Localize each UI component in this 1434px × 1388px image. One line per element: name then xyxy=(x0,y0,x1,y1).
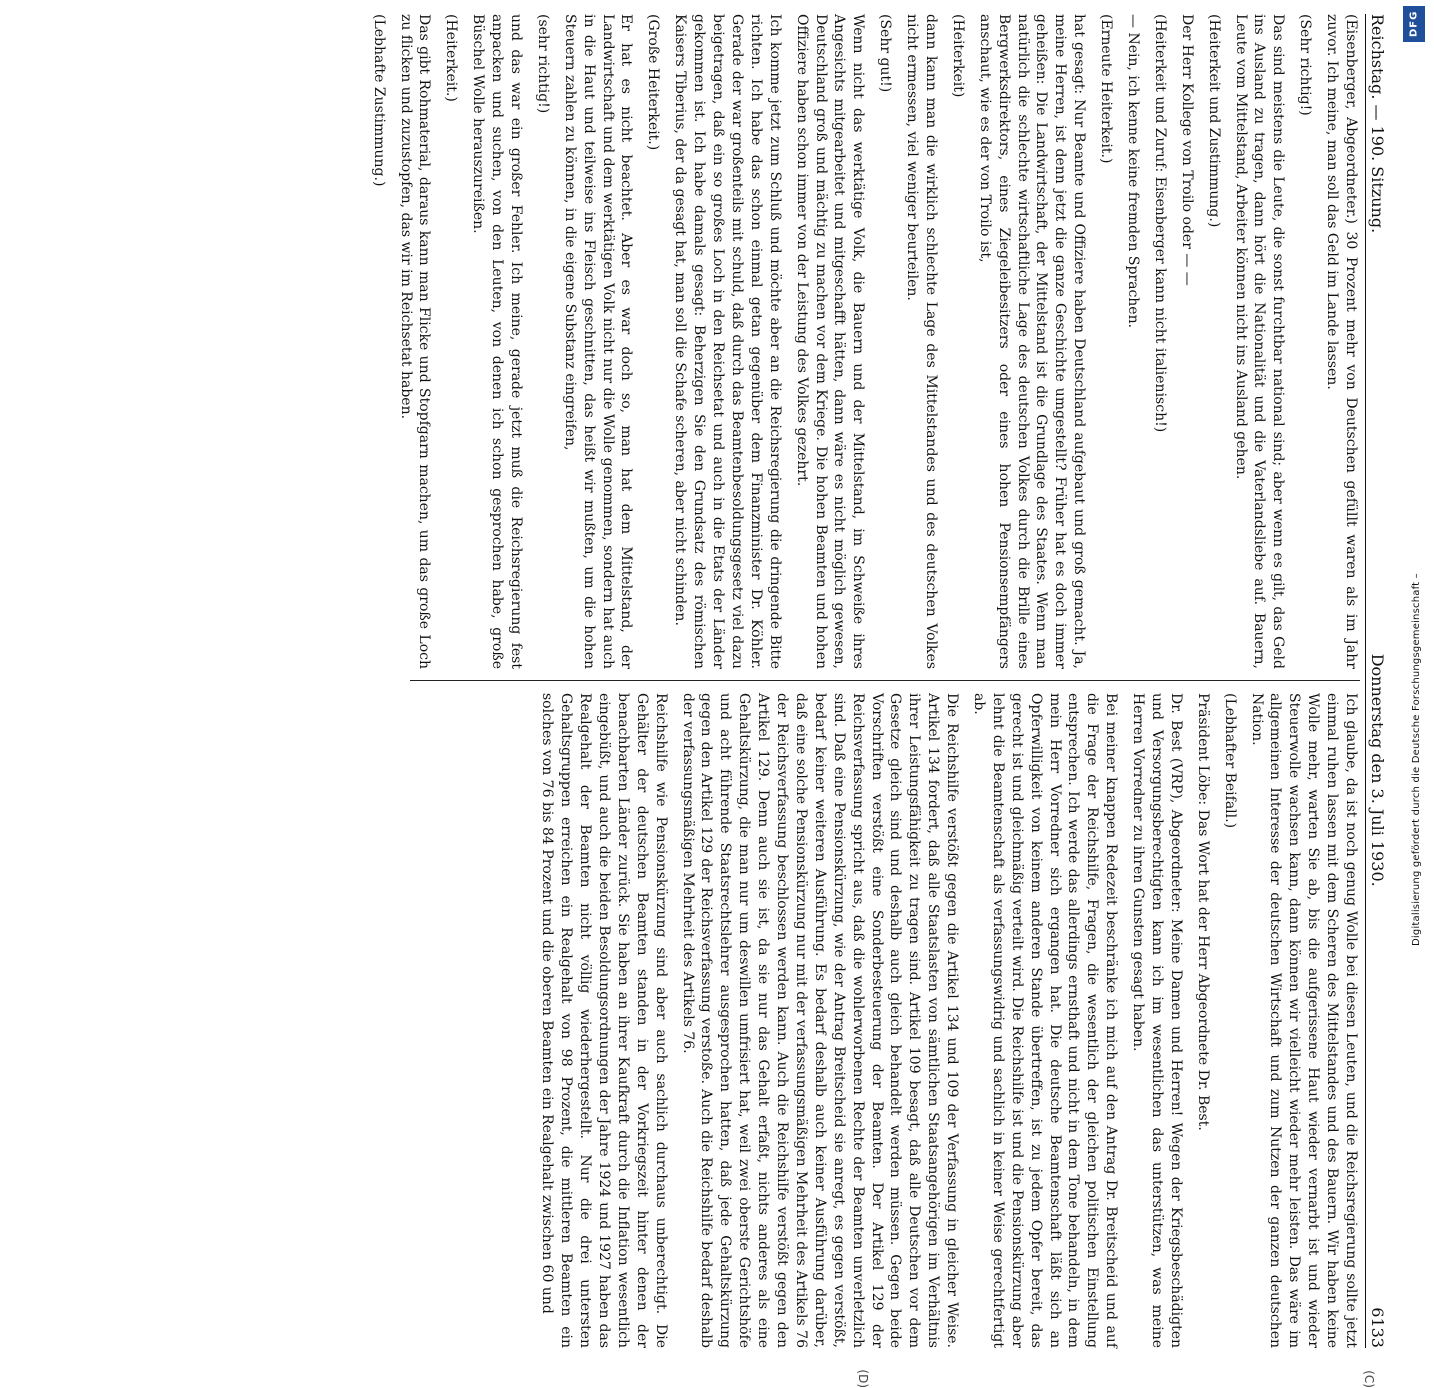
page-header xyxy=(1365,14,1390,1348)
margin-mark-c: (C) xyxy=(1362,1370,1376,1388)
right-paragraph: Reichshilfe wie Pensionskürzung sind aber auch sachlich durchaus unberechtigt. Die Gehälter der deutschen Beamten standen in der Vorkriegszeit hinter denen der benachbarten Länder zurück. Sie haben an ihrer Kaufkraft durch die Inflation wesentlich eingebüßt, und auch die beiden Besoldungsordnungen der Jahre 1924 und 1927 haben das Realgehalt der Beamten nicht völlig wiederhergestellt. Nur die drei untersten Gehaltsgruppen erreichen ein Realgehalt von 98 Prozent, die mittleren Beamten ein solches von 76 bis 84 Prozent und die oberen Beamten ein Realgehalt zwischen 60 und xyxy=(539,693,669,1348)
two-column-body xyxy=(370,14,1360,1348)
right-paragraph: Die Reichshilfe verstößt gegen die Artikel 134 und 109 der Verfassung in gleicher Weise. Artikel 134 fordert, daß alle Staatslasten von sämtlichen Staatsangehörigen im Verhältnis ihrer Leistungsfähigkeit zu tragen sind. Artikel 109 besagt, daß alle Deutschen vor dem Gesetze gleich sind und deshalb auch gleich behandelt werden müssen. Gegen beide Vorschriften verstößt eine Sonderbesteuerung der Beamten. Der Artikel 129 der Reichsverfassung spricht aus, daß die wohlerworbenen Rechte der Beamten unverletzlich sind. Daß eine Pensionskürzung, wie der Antrag Breitscheid sie anregt, es gegen verstößt, bedarf keiner weiteren Ausführung. Es bedarf deshalb auch keiner Ausführung darüber, daß eine solche Pensionskürzung nur mit der verfassungsmäßigen Mehrheit des Artikels 76 der Reichsverfassung beschlossen werden kann. Auch die Reichshilfe verstößt gegen den Artikel 129. Denn auch sie ist, da sie nur das Gehalt erfaßt, nichts anderes als eine Gehaltskürzung, die man nur um deswillen umfrisiert hat, weil zwei oberste Gerichtshöfe und acht führende Staatsrechtslehrer ausgesprochen hatten, daß jede Gehaltskürzung gegen den Artikel 129 der Reichsverfassung verstoße. Auch die Reichshilfe bedarf deshalb der verfassungsmäßigen Mehrheit des Artikels 76. xyxy=(679,693,961,1348)
left-paragraph: (Heiterkeit und Zustimmung.) xyxy=(1205,14,1222,228)
left-paragraph: (Erneute Heiterkeit.) xyxy=(1098,14,1115,164)
dfg-logo: DFG xyxy=(1403,6,1425,42)
header-left: Reichstag. — 190. Sitzung. xyxy=(1368,14,1388,234)
right-paragraph: (Lebhafter Beifall.) xyxy=(1221,693,1238,829)
left-paragraph: dann kann man die wirklich schlechte Lage des Mittelstandes und des deutschen Volkes nicht ermessen, viel weniger beurteilen. xyxy=(904,14,939,669)
column-divider xyxy=(410,680,1360,681)
left-column xyxy=(370,14,1360,669)
left-paragraph: — Nein, ich kenne keine fremden Sprachen. xyxy=(1124,14,1141,329)
left-paragraph: (Lebhafte Zustimmung.) xyxy=(370,14,387,187)
digitization-credit: Digitalisierung gefördert durch die Deutsche Forschungsgemeinschaft – xyxy=(1411,573,1422,946)
left-paragraph: (Heiterkeit und Zuruf: Eisenberger kann nicht italienisch!) xyxy=(1151,14,1168,433)
left-paragraph: Das sind meistens die Leute, die sonst furchtbar national sind; aber wenn es gilt, das Geld ins Ausland zu tragen, dann hört die Nationalität und die Vaterlandsliebe auf. Bauern, Leute vom Mittelstand, Arbeiter können nicht ins Ausland gehen. xyxy=(1232,14,1287,669)
left-paragraph: (sehr richtig!) xyxy=(534,14,551,114)
header-center: Donnerstag den 3. Juli 1930. xyxy=(1368,653,1388,887)
left-paragraph: (Heiterkeit) xyxy=(949,14,966,98)
left-paragraph: Er hat es nicht beachtet. Aber es war doch so, man hat dem Mittelstand, der Landwirtschaft und dem werktätigen Volk nicht nur die Wolle genommen, sondern hat auch in die Haut und teilweise ins Fleisch geschnitten, das heißt wir mußten, um die hohen Steuern zahlen zu können, in die eigene Substanz eingreifen, xyxy=(561,14,635,669)
left-paragraph: Wenn nicht das werktätige Volk, die Bauern und der Mittelstand, im Schweiße ihres Angesichts mitgearbeitet und mitgeschafft hätten, dann wäre es nicht möglich gewesen, Deutschland groß und mächtig zu machen vor dem Kriege. Die hohen Beamten und hohen Offiziere haben schon immer von der Leistung des Volkes gezehrt. xyxy=(793,14,867,669)
left-paragraph: (Eisenberger, Abgeordneter.) 30 Prozent mehr von Deutschen gefüllt waren als im Jahr zuvor. Ich meine, man soll das Geld im Lande lassen. xyxy=(1324,14,1359,669)
digitization-sidebar xyxy=(1394,0,1434,1000)
rotated-page xyxy=(370,14,1390,1388)
left-paragraph: Ich komme jetzt zum Schluß und möchte aber an die Reichsregierung die dringende Bitte richten. Ich habe das schon einmal getan gegenüber dem Finanzminister Dr. Köhler. Gerade der war großenteils mit schuld, daß durch das Beamtenbesoldungsgesetz viel dazu beigetragen, daß ein so großes Loch in den Reichsetat und auch in die Etats der Länder gekommen ist. Ich habe damals gesagt: Beherzigen Sie den Grundsatz des römischen Kaisers Tiberius, der da gesagt hat, man soll die Schafe scheren, aber nicht schinden. xyxy=(672,14,783,669)
left-paragraph: und das war ein großer Fehler. Ich meine, gerade jetzt muß die Reichsregierung fest anpacken und suchen, von den Leuten, von denen ich schon gesprochen habe, große Büschel Wolle herauszureißen. xyxy=(470,14,525,669)
right-column xyxy=(410,693,1360,1348)
right-paragraph: Bei meiner knappen Redezeit beschränke ich mich auf den Antrag Dr. Breitscheid und auf die Frage der Reichshilfe, Fragen, die wesentlich der gleichen politischen Einstellung entsprechen. Ich werde das allerdings ernsthaft und nicht in dem Tone behandeln, in dem mein Herr Vorredner sich ergangen hat. Die deutsche Beamtenschaft läßt sich an Opferwilligkeit von keinem anderen Stande übertreffen, ist zu jedem Opfer bereit, das gerecht ist und gleichmäßig verteilt wird. Die Reichshilfe ist und die Pensionskürzung aber lehnt die Beamtenschaft als verfassungswidrig und sachlich in keiner Weise gerechtfertigt ab. xyxy=(970,693,1120,1348)
margin-mark-d: (D) xyxy=(856,1369,870,1388)
left-paragraph: (Sehr richtig!) xyxy=(1297,14,1314,116)
left-paragraph: (Heiterkeit.) xyxy=(443,14,460,102)
right-paragraph: Präsident Löbe: Das Wort hat der Herr Abgeordnete Dr. Best. xyxy=(1194,693,1211,1131)
right-paragraph: Dr. Best (VRP), Abgeordneter: Meine Damen und Herren! Wegen der Kriegsbeschädigten und Versorgungsberechtigten kann ich im wesentlichen das unterstützen, was meine Herren Vorredner zu ihren Gunsten gesagt haben. xyxy=(1130,693,1184,1348)
left-paragraph: Der Herr Kollege von Troilo oder — — xyxy=(1178,14,1195,286)
left-paragraph: (Große Heiterkeit.) xyxy=(645,14,662,151)
header-right: 6133 xyxy=(1368,1307,1388,1348)
right-paragraph: Ich glaube, da ist noch genug Wolle bei diesen Leuten, und die Reichsregierung sollte jetzt einmal ruhen lassen mit dem Scheren des Mittelstandes und des Bauern. Wir haben keine Wolle mehr, warten Sie ab, bis die aufgerissene Haut wieder vernarbt ist und wieder Steuerwolle wachsen kann, dann können wir vielleicht wieder mehr leisten. Das wäre im allgemeinen Interesse der deutschen Wirtschaft und zum Nutzen der ganzen deutschen Nation. xyxy=(1248,693,1359,1348)
left-paragraph: (Sehr gut!) xyxy=(877,14,894,93)
left-paragraph: Das gibt Rohmaterial, daraus kann man Flicke und Stopfgarn machen, um das große Loch zu flicken und zuzustopfen, das wir im Reichsetat haben. xyxy=(397,14,433,669)
left-paragraph: hat gesagt: Nur Beamte und Offiziere haben Deutschland aufgebaut und groß gemacht. Ja, meine Herren, ist denn jetzt die ganze Geschichte umgestellt? Früher hat es doch immer geheißen: Die Landwirtschaft, der Mittelstand ist die Grundlage des Staates. Wenn man natürlich die schlechte wirtschaftliche Lage des deutschen Volkes durch die Brille eines Bergwerksdirektors, eines Ziegeleibesitzers oder eines hohen Pensionsempfängers anschaut, wie es der von Troilo ist, xyxy=(976,14,1088,669)
